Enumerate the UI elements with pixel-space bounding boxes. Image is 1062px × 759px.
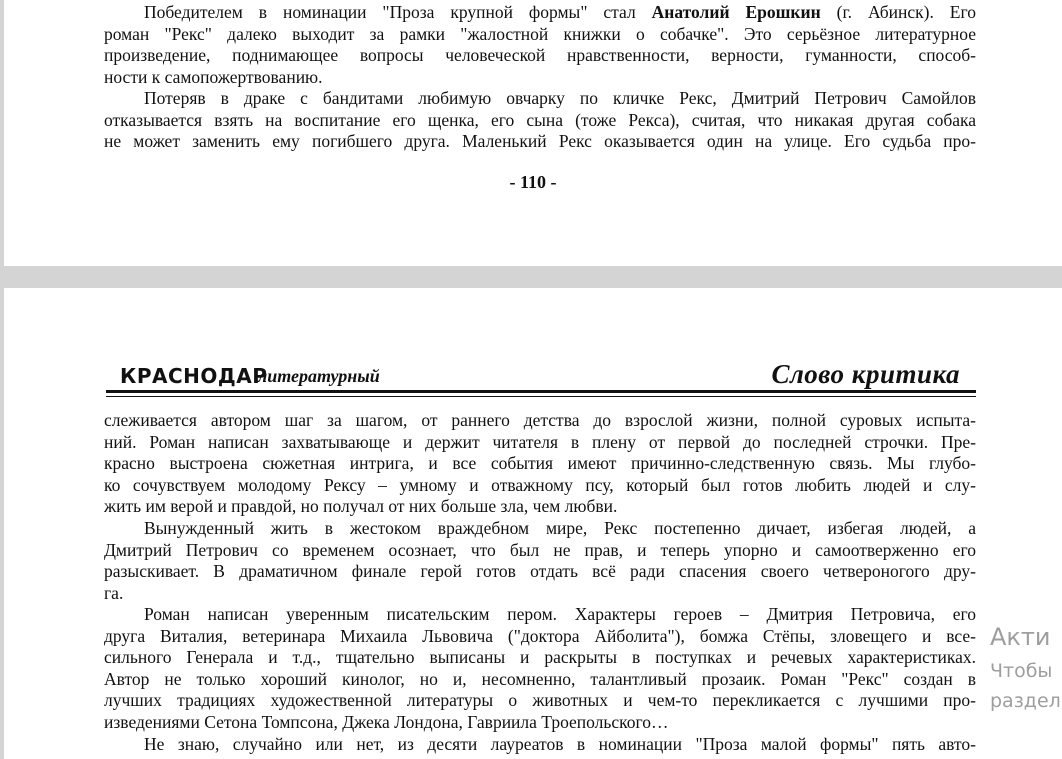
text-run: Победителем в номинации "Проза крупной формы" стал	[144, 2, 652, 22]
text-line: красно выстроена сюжетная интрига, и все события имеют причинно-следственную связь. Мы глубо-	[104, 453, 976, 473]
paragraph-continuation	[104, 410, 976, 518]
running-header	[106, 354, 976, 393]
text-line: отказывается взять на воспитание его щенка, его сына (тоже Рекса), считая, что никакая другая собака	[104, 109, 976, 130]
text-line	[104, 88, 976, 110]
text-line: сильного Генерала и т.д., тщательно выписаны и раскрыты в поступках и речевых характеристиках.	[104, 647, 976, 667]
activation-watermark-title: Акти	[990, 623, 1051, 651]
activation-watermark-text: Чтобы	[990, 660, 1053, 682]
text-line: га.	[104, 582, 124, 603]
text-line: Дмитрий Петрович со временем осознает, что был не прав, и теперь упорно и самоотверженно его	[104, 539, 976, 560]
paragraph-short-prose	[104, 734, 976, 756]
text-line: слеживается автором шаг за шагом, от раннего детства до взрослой жизни, полной суровых испыта-	[104, 410, 976, 430]
text-line: изведениями Сетона Томпсона, Джека Лондона, Гавриила Троепольского…	[104, 711, 669, 732]
text-line: ко сочувствуем молодому Рексу – умному и отважному псу, который был готов любить людей и слу-	[104, 474, 976, 495]
text-line: лучших традициях художественной литературы о животных и чем-то перекликается с лучшими про-	[104, 690, 976, 710]
text-line: не может заменить ему погибшего друга. Маленький Рекс оказывается один на улице. Его судьба про-	[104, 131, 976, 151]
page-110	[4, 0, 1062, 266]
paragraph-winner	[104, 2, 976, 88]
text-run: (г. Абинск). Его	[820, 2, 976, 22]
paragraph-characters	[104, 604, 976, 733]
text-line: произведение, поднимающее вопросы человеческой нравственности, верности, гуманности, способ-	[104, 45, 976, 65]
paragraph-plot	[104, 88, 976, 153]
text-line: Автор не только хороший кинолог, но и, несомненно, талантливый прозаик. Роман "Рекс" создан в	[104, 668, 976, 689]
text-line	[104, 734, 976, 756]
text-run: Потеряв в драке с бандитами любимую овчарку по кличке Рекс, Дмитрий Петрович Самойлов	[144, 88, 976, 108]
paragraph-finale	[104, 518, 976, 604]
text-line: роман "Рекс" далеко выходит за рамки "жалостной книжки о собачке". Это серьёзное литературное	[104, 23, 976, 44]
text-line: разыскивает. В драматичном финале герой готов отдать всё ради спасения своего четвероногого дру-	[104, 561, 976, 581]
text-run: Роман написан уверенным писательским пером. Характеры героев – Дмитрия Петровича, его	[144, 604, 976, 624]
text-line: друга Виталия, ветеринара Михаила Львовича ("доктора Айболита"), бомжа Стёпы, зловещего и все-	[104, 625, 976, 646]
text-line	[104, 2, 976, 24]
magazine-subtitle: литературный	[258, 366, 380, 386]
activation-watermark-text: раздел	[990, 690, 1061, 712]
text-line: ний. Роман написан захватывающе и держит читателя в плену от первой до последней строчки. Пре-	[104, 431, 976, 452]
page-111	[4, 288, 1062, 759]
text-line: ности к самопожертвованию.	[104, 66, 323, 87]
section-title: Слово критика	[771, 359, 960, 389]
text-run: Не знаю, случайно или нет, из десяти лауреатов в номинации "Проза малой формы" пять авто-	[144, 734, 976, 754]
page-number: - 110 -	[509, 172, 557, 192]
magazine-title: КРАСНОДАР	[120, 364, 268, 388]
text-line	[104, 604, 976, 626]
text-line: жить им верой и правдой, но получал от них больше зла, чем любви.	[104, 496, 618, 516]
text-run: Вынужденный жить в жестоком враждебном мире, Рекс постепенно дичает, избегая людей, а	[144, 518, 976, 538]
author-name: Анатолий Ерошкин	[651, 2, 821, 22]
text-line	[104, 518, 976, 540]
